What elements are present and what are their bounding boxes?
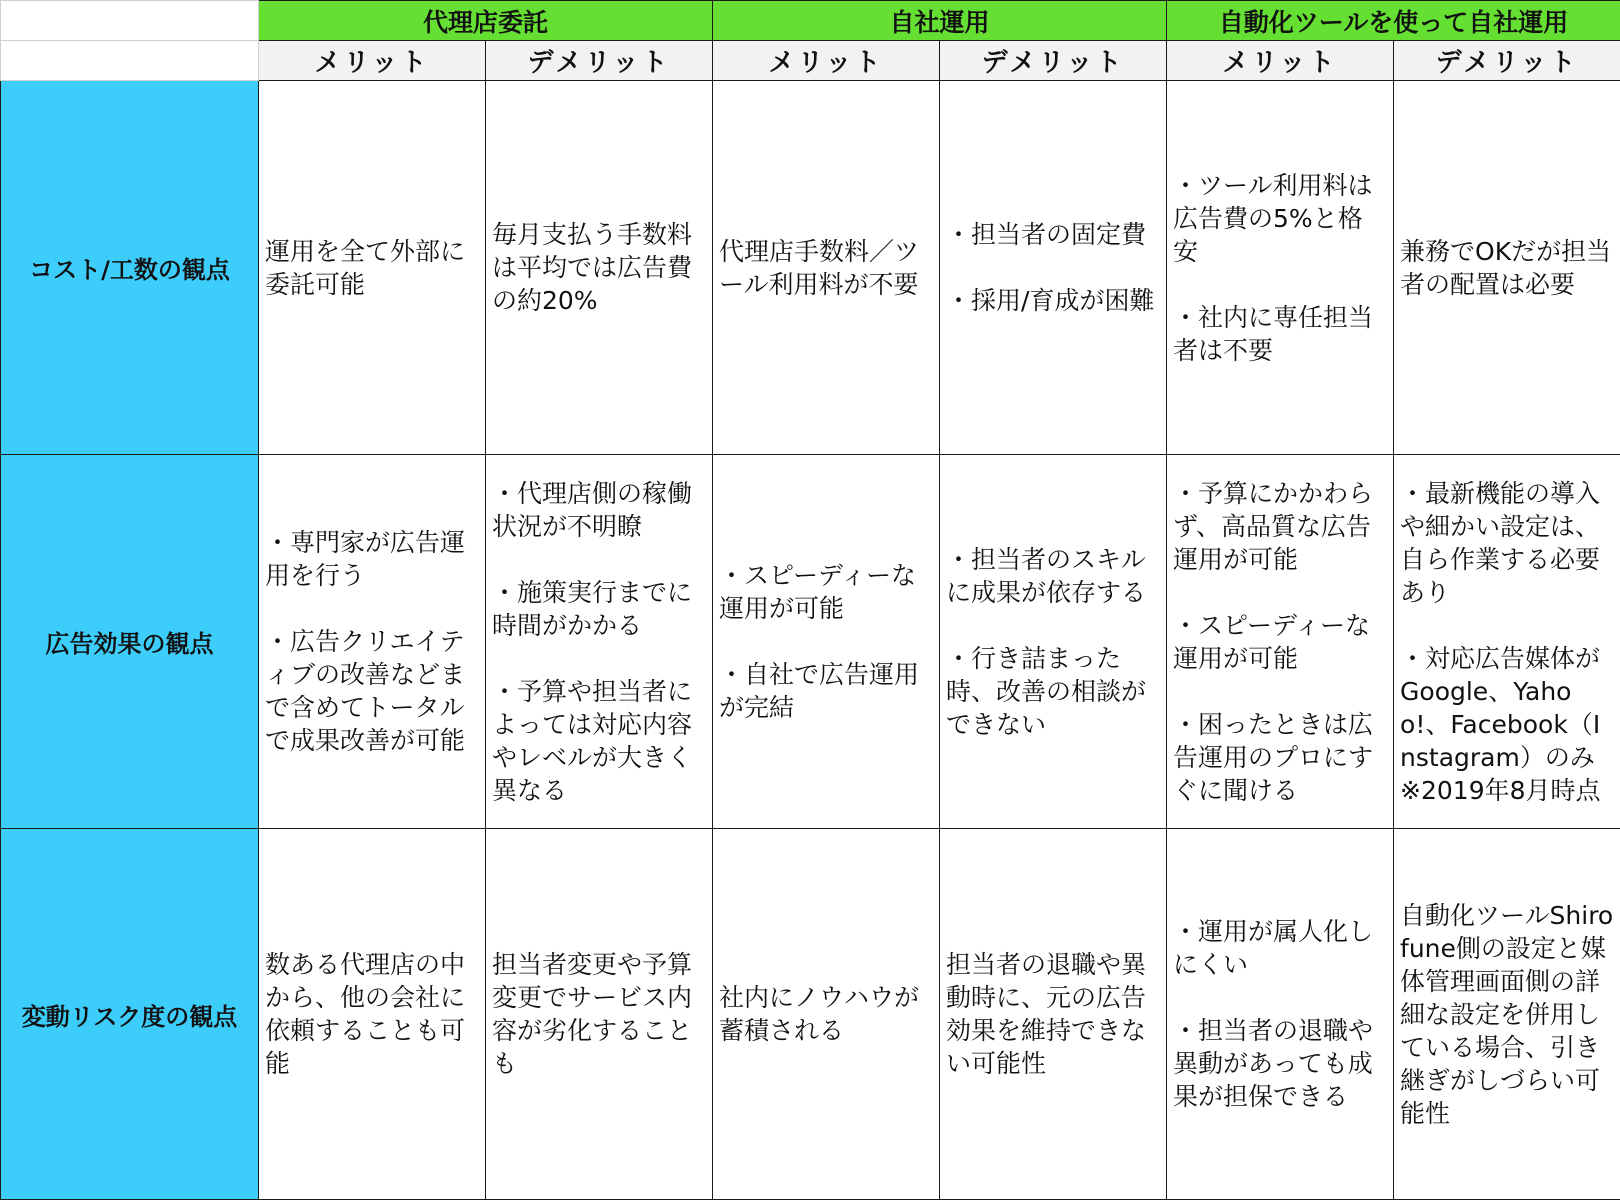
cell-paragraph: 運用を全て外部に委託可能 [265,235,479,301]
table-cell [259,829,486,1200]
table-cell [940,81,1167,455]
cell-paragraph: ・困ったときは広告運用のプロにすぐに聞ける [1173,708,1387,807]
sub-header-demerit: デメリット [940,41,1167,81]
cell-paragraph: 担当者の退職や異動時に、元の広告効果を維持できない可能性 [946,948,1160,1080]
cell-paragraph: ・スピーディーな運用が可能 [1173,609,1387,675]
row-cost [1,81,1620,455]
cell-paragraph: 自動化ツールShirofune側の設定と媒体管理画面側の詳細な設定を併用している場合、引き継ぎがしづらい可能性 [1400,899,1614,1130]
cell-paragraph: ・広告クリエイティブの改善などまで含めてトータルで成果改善が可能 [265,625,479,757]
table-cell [486,829,713,1200]
cell-paragraph: ・対応広告媒体がGoogle、Yahoo!、Facebook（Instagram）のみ※2019年8月時点 [1400,642,1614,807]
cell-paragraph: ・専門家が広告運用を行う [265,526,479,592]
table-cell [1394,81,1620,455]
cell-paragraph: ・予算や担当者によっては対応内容やレベルが大きく異なる [492,675,706,807]
cell-paragraph: 代理店手数料／ツール利用料が不要 [719,235,933,301]
cell-paragraph: 数ある代理店の中から、他の会社に依頼することも可能 [265,948,479,1080]
cell-paragraph: ・社内に専任担当者は不要 [1173,301,1387,367]
cell-paragraph: ・担当者の固定費 [946,218,1160,251]
cell-paragraph: ・採用/育成が困難 [946,284,1160,317]
row-header-risk: 変動リスク度の観点 [1,829,259,1200]
cell-paragraph: 社内にノウハウが蓄積される [719,981,933,1047]
cell-paragraph: ・担当者のスキルに成果が依存する [946,543,1160,609]
group-header-automation: 自動化ツールを使って自社運用 [1167,1,1620,41]
cell-paragraph: ・運用が属人化しにくい [1173,915,1387,981]
table-cell [486,81,713,455]
group-header-row [1,1,1620,41]
table-cell [940,829,1167,1200]
table-cell [940,455,1167,829]
cell-paragraph: ・自社で広告運用が完結 [719,658,933,724]
cell-paragraph: ・代理店側の稼働状況が不明瞭 [492,477,706,543]
table-cell [1167,829,1394,1200]
table-cell [486,455,713,829]
table-cell [713,829,940,1200]
row-header-cost: コスト/工数の観点 [1,81,259,455]
sub-header-merit: メリット [1167,41,1394,81]
table-cell [1394,455,1620,829]
corner-blank-top [1,1,259,41]
cell-paragraph: ・施策実行までに時間がかかる [492,576,706,642]
sub-header-demerit: デメリット [1394,41,1620,81]
table-cell [713,455,940,829]
group-header-inhouse: 自社運用 [713,1,1167,41]
table-cell [1167,455,1394,829]
cell-paragraph: ・行き詰まった時、改善の相談ができない [946,642,1160,741]
sub-header-demerit: デメリット [486,41,713,81]
row-ad-effect [1,455,1620,829]
cell-paragraph: ・予算にかかわらず、高品質な広告運用が可能 [1173,477,1387,576]
table-cell [713,81,940,455]
table-cell [1394,829,1620,1200]
cell-paragraph: 毎月支払う手数料は平均では広告費の約20% [492,218,706,317]
cell-paragraph: 担当者変更や予算変更でサービス内容が劣化することも [492,948,706,1080]
sub-header-merit: メリット [259,41,486,81]
sub-header-row [1,41,1620,81]
corner-blank-bottom [1,41,259,81]
cell-paragraph: ・スピーディーな運用が可能 [719,559,933,625]
row-risk [1,829,1620,1200]
row-header-ad-effect: 広告効果の観点 [1,455,259,829]
cell-paragraph: 兼務でOKだが担当者の配置は必要 [1400,235,1614,301]
table-cell [1167,81,1394,455]
table-cell [259,455,486,829]
group-header-agency: 代理店委託 [259,1,713,41]
cell-paragraph: ・ツール利用料は広告費の5%と格安 [1173,169,1387,268]
table-cell [259,81,486,455]
cell-paragraph: ・最新機能の導入や細かい設定は、自ら作業する必要あり [1400,477,1614,609]
cell-paragraph: ・担当者の退職や異動があっても成果が担保できる [1173,1014,1387,1113]
sub-header-merit: メリット [713,41,940,81]
